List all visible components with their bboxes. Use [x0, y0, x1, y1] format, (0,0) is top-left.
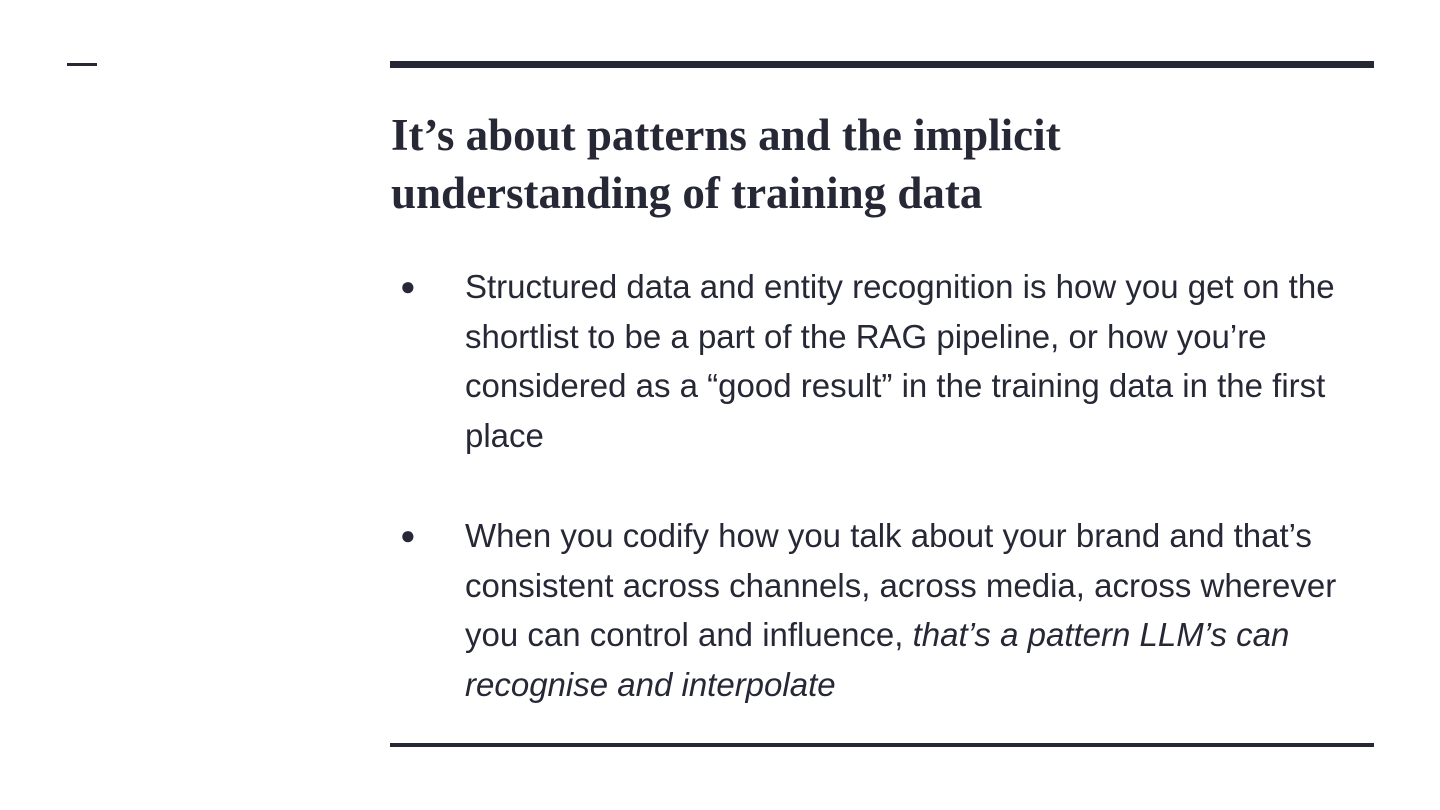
bullet-text: When you codify how you talk about your brand and that’s consistent across channels, across media, across wherever you can control and influence,	[465, 517, 1337, 653]
bullet-dot-icon: ●	[400, 520, 416, 550]
bullet-dot-icon: ●	[400, 271, 416, 301]
bullet-list	[400, 262, 1360, 709]
bullet-emphasis-text: that’s a pattern LLM’s can recognise and interpolate	[465, 616, 1290, 703]
corner-dash-decoration	[67, 63, 97, 66]
bullet-item	[400, 262, 1360, 460]
bullet-text: Structured data and entity recognition is how you get on the shortlist to be a part of the RAG pipeline, or how you’re considered as a “good result” in the training data in the first place	[465, 268, 1335, 454]
top-divider	[390, 61, 1374, 68]
bottom-divider	[390, 743, 1374, 747]
bullet-item	[400, 511, 1360, 709]
slide-title: It’s about patterns and the implicit understanding of training data	[391, 110, 1061, 218]
